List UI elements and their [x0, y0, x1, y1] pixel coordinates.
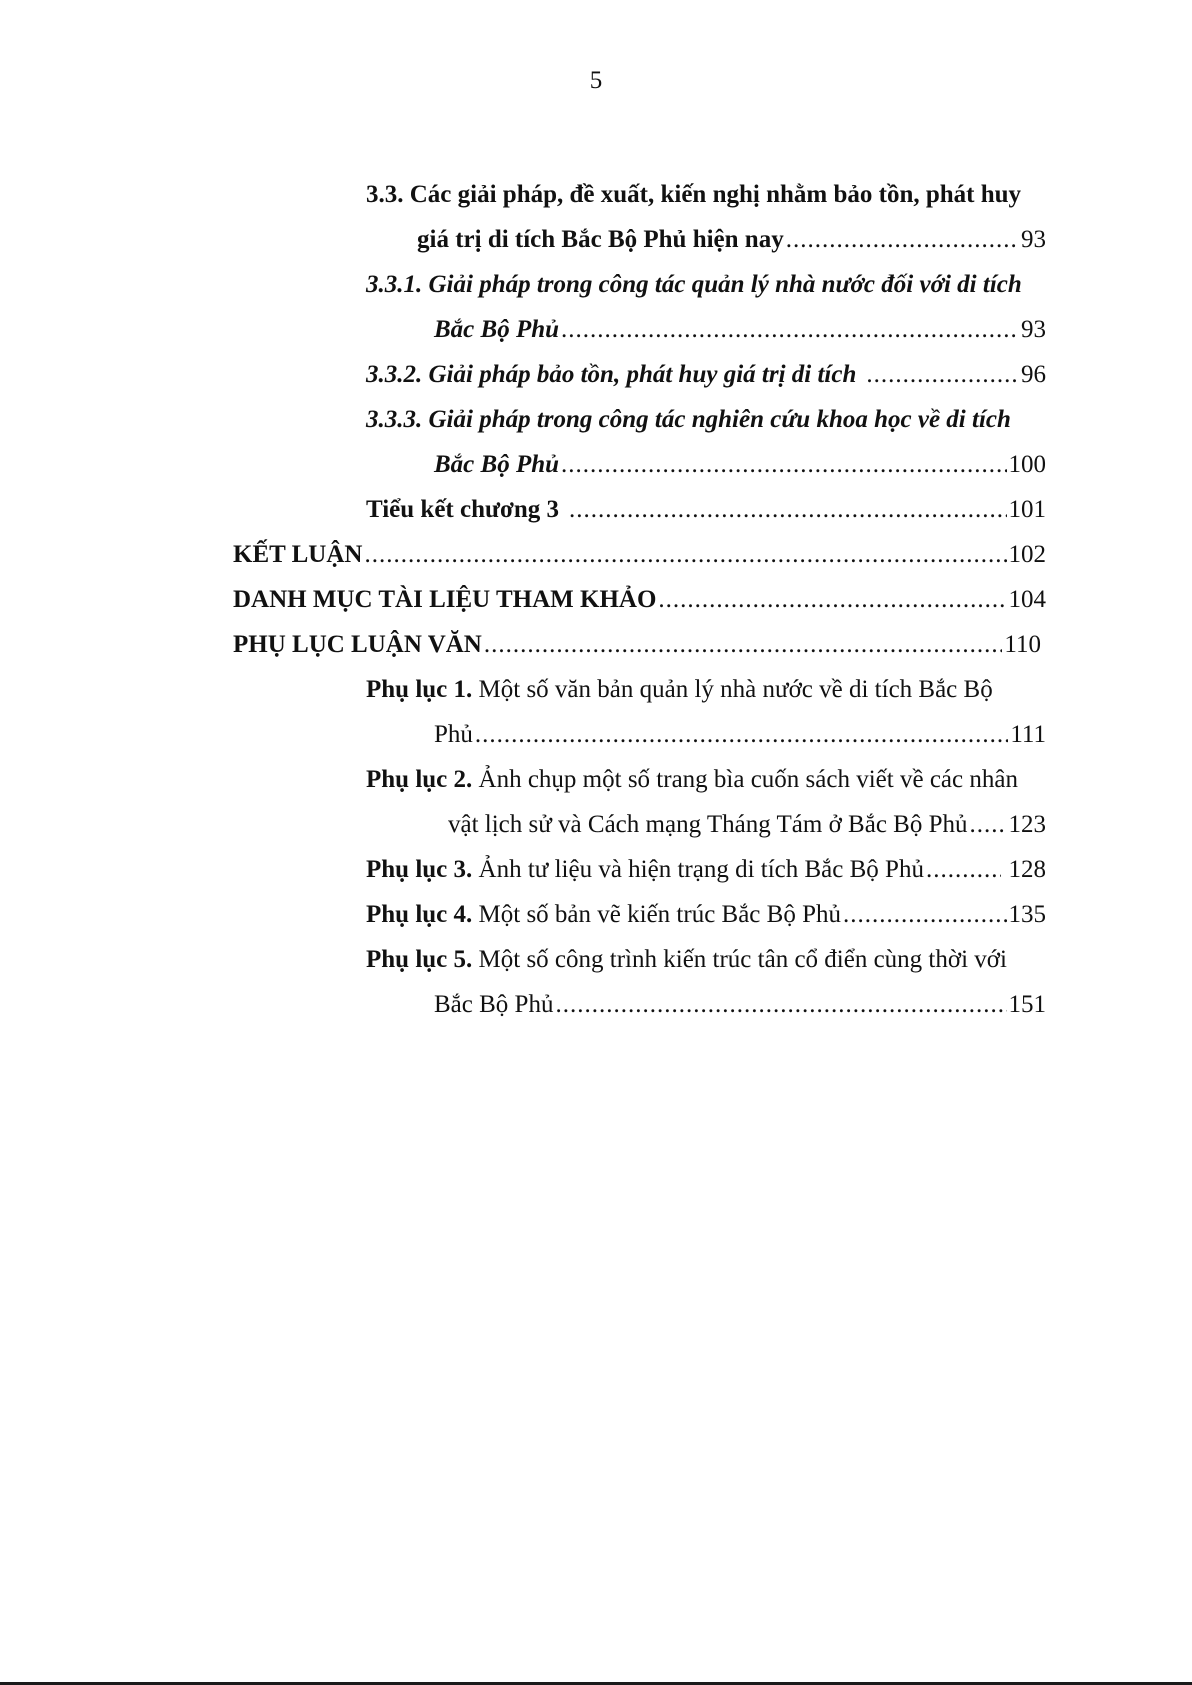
toc-entry-title: DANH MỤC TÀI LIỆU THAM KHẢO	[233, 586, 657, 613]
toc-entry-title	[366, 898, 841, 932]
toc-entry-title: PHỤ LỤC LUẬN VĂN	[233, 631, 482, 658]
dot-leader	[658, 583, 1006, 617]
toc-page-number: 110	[1004, 631, 1041, 658]
toc-entry-3-3-3-line2[interactable]	[434, 448, 1046, 482]
toc-page-number: 100	[1008, 451, 1046, 478]
dot-leader	[843, 898, 1007, 932]
toc-entry-appendix-1-line1[interactable]	[366, 673, 1046, 707]
dot-leader	[866, 358, 1019, 392]
toc-page-number: 93	[1021, 226, 1046, 253]
appendix-label: Phụ lục 1.	[366, 676, 473, 703]
toc-page-number: 102	[1008, 541, 1046, 568]
toc-entry-3-3-1-line2[interactable]	[434, 313, 1046, 347]
toc-entry-title: KẾT LUẬN	[233, 541, 363, 568]
toc-entry-title-cont: Bắc Bộ Phủ	[434, 991, 554, 1018]
appendix-title: Ảnh tư liệu và hiện trạng di tích Bắc Bộ Phủ	[478, 856, 924, 883]
appendix-title: Một số bản vẽ kiến trúc Bắc Bộ Phủ	[478, 901, 841, 928]
toc-page-number: 104	[1008, 586, 1046, 613]
toc-entry-appendix-5-line2[interactable]	[434, 988, 1046, 1022]
toc-entry-title	[366, 853, 924, 887]
toc-entry-chapter3-summary[interactable]	[366, 493, 1046, 527]
toc-entry-appendix-4[interactable]	[366, 898, 1046, 932]
toc-entry-title	[366, 673, 993, 707]
toc-page-number: 128	[1008, 856, 1046, 883]
appendix-label: Phụ lục 5.	[366, 946, 473, 973]
toc-entry-title-cont: Phủ	[434, 721, 473, 748]
dot-leader	[569, 493, 1007, 527]
toc-page-number: 111	[1010, 721, 1046, 748]
toc-page-number: 135	[1008, 901, 1046, 928]
toc-entry-appendix-2-line2[interactable]	[448, 808, 1046, 842]
toc-entry-title: 3.3.2. Giải pháp bảo tồn, phát huy giá trị di tích	[366, 361, 857, 388]
toc-entry-3-3-1-line1[interactable]	[366, 268, 1046, 302]
toc-entry-title: 3.3. Các giải pháp, đề xuất, kiến nghị nhằm bảo tồn, phát huy	[366, 181, 1022, 208]
dot-leader	[484, 628, 1003, 662]
dot-leader	[926, 853, 1001, 887]
toc-page-number: 93	[1021, 316, 1046, 343]
toc-entry-title-cont: Bắc Bộ Phủ	[434, 316, 560, 343]
toc-entry-title	[366, 763, 1018, 797]
toc-entry-title: Tiểu kết chương 3	[366, 496, 559, 523]
toc-entry-appendix-3[interactable]	[366, 853, 1046, 887]
toc-page-number: 96	[1021, 361, 1046, 388]
appendix-title: Ảnh chụp một số trang bìa cuốn sách viết về các nhân	[478, 766, 1018, 793]
toc-entry-appendix-1-line2[interactable]	[434, 718, 1046, 752]
toc-page-number: 123	[1008, 811, 1046, 838]
toc-page-number: 101	[1008, 496, 1046, 523]
toc-page-number: 151	[1008, 991, 1046, 1018]
appendix-label: Phụ lục 3.	[366, 856, 473, 883]
dot-leader	[364, 538, 1006, 572]
dot-leader	[561, 313, 1019, 347]
toc-entry-references[interactable]	[233, 583, 1046, 617]
dot-leader	[786, 223, 1019, 257]
appendix-title: Một số công trình kiến trúc tân cổ điển cùng thời với	[478, 946, 1007, 973]
dot-leader	[555, 988, 1006, 1022]
dot-leader	[970, 808, 1007, 842]
toc-entry-title-cont: vật lịch sử và Cách mạng Tháng Tám ở Bắc Bộ Phủ	[448, 811, 968, 838]
appendix-title: Một số văn bản quản lý nhà nước về di tích Bắc Bộ	[478, 676, 993, 703]
appendix-label: Phụ lục 4.	[366, 901, 473, 928]
toc-entry-appendix[interactable]	[233, 628, 1041, 662]
page-number: 5	[589, 67, 603, 94]
appendix-label: Phụ lục 2.	[366, 766, 473, 793]
toc-entry-3-3-2[interactable]	[366, 358, 1046, 392]
toc-entry-3-3-line1[interactable]	[366, 178, 1046, 212]
toc-entry-title-cont: Bắc Bộ Phủ	[434, 451, 560, 478]
toc-entry-conclusion[interactable]	[233, 538, 1046, 572]
toc-entry-appendix-2-line1[interactable]	[366, 763, 1046, 797]
toc-entry-appendix-5-line1[interactable]	[366, 943, 1046, 977]
toc-entry-3-3-3-line1[interactable]	[366, 403, 1046, 437]
toc-entry-title: 3.3.3. Giải pháp trong công tác nghiên cứu khoa học về di tích	[366, 406, 1011, 433]
dot-leader	[561, 448, 1006, 482]
toc-entry-title: 3.3.1. Giải pháp trong công tác quản lý nhà nước đối với di tích	[366, 271, 1022, 298]
dot-leader	[475, 718, 1008, 752]
toc-entry-3-3-line2[interactable]	[417, 223, 1046, 257]
toc-entry-title	[366, 943, 1007, 977]
toc-entry-title-cont: giá trị di tích Bắc Bộ Phủ hiện nay	[417, 226, 784, 253]
